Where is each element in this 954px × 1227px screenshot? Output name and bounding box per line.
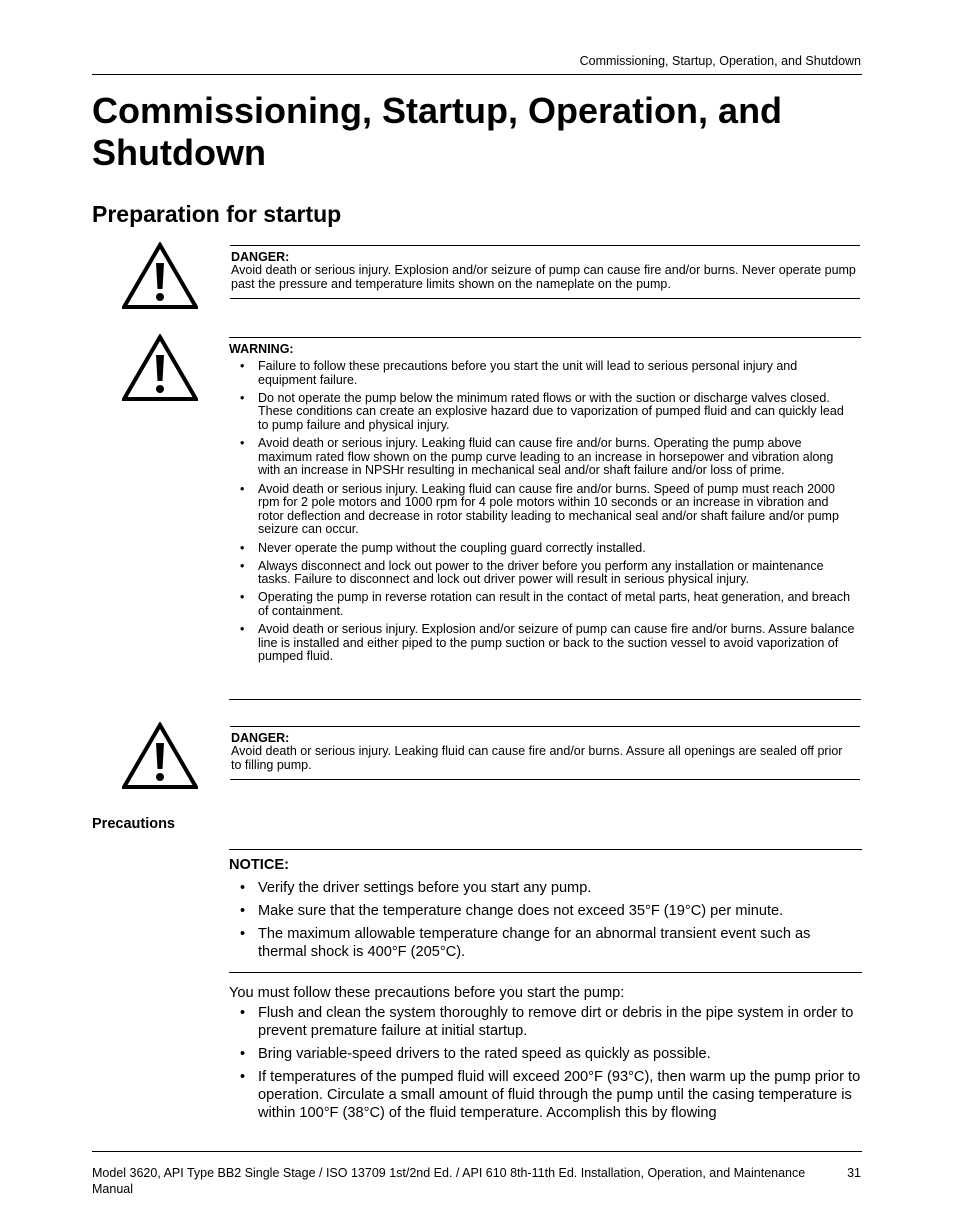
notice-top-rule bbox=[229, 849, 862, 850]
warning-list bbox=[229, 360, 855, 664]
warning-triangle-icon bbox=[122, 722, 198, 790]
list-item: • Avoid death or serious injury. Leaking fluid can cause fire and/or burns. Speed of pump must reach 2000 rpm for 2 pole motors and 1000 rpm for 4 pole motors within 10 seconds or an increase in vibration and rotor deflection and decrease in rotor stability leading to mechanical seal and/or shaft failure and/or pump seizure can occur. bbox=[229, 483, 855, 537]
footer-rule bbox=[92, 1151, 862, 1152]
list-item: • Bring variable-speed drivers to the rated speed as quickly as possible. bbox=[229, 1045, 863, 1063]
list-item: • Flush and clean the system thoroughly to remove dirt or debris in the pipe system in order to prevent premature failure at initial startup. bbox=[229, 1004, 863, 1040]
list-item: • Do not operate the pump below the minimum rated flows or with the suction or discharge valves closed. These conditions can create an explosive hazard due to vaporization of pumped fluid and can quickly lead to pump failure and physical injury. bbox=[229, 392, 855, 433]
list-item: • Always disconnect and lock out power to the driver before you perform any installation or maintenance tasks. Failure to disconnect and lock out driver power will result in serious physical injury. bbox=[229, 560, 855, 587]
danger-bottom-rule bbox=[230, 298, 860, 299]
list-item: • Avoid death or serious injury. Leaking fluid can cause fire and/or burns. Operating the pump above maximum rated flow shown on the pump curve leading to an increase in horsepower and vibration along with an increase in NPSHr resulting in mechanical seal and/or shaft failure and/or loss of prime. bbox=[229, 437, 855, 478]
warning-triangle-icon bbox=[122, 334, 198, 402]
warning-label: WARNING: bbox=[229, 342, 294, 356]
page-title: Commissioning, Startup, Operation, and Shutdown bbox=[92, 90, 783, 173]
list-item: • Failure to follow these precautions before you start the unit will lead to serious personal injury and equipment failure. bbox=[229, 360, 855, 387]
footer-text: Model 3620, API Type BB2 Single Stage / ISO 13709 1st/2nd Ed. / API 610 8th-11th Ed. Installation, Operation, and Maintenance Manual bbox=[92, 1166, 806, 1196]
notice-admonition bbox=[229, 857, 862, 966]
precautions-heading: Precautions bbox=[92, 816, 175, 832]
precautions-body bbox=[229, 984, 863, 1127]
warning-triangle-icon bbox=[122, 242, 198, 310]
danger-top-rule bbox=[230, 245, 860, 246]
precautions-intro: You must follow these precautions before you start the pump: bbox=[229, 985, 625, 1001]
notice-bottom-rule bbox=[229, 972, 862, 973]
notice-label: NOTICE: bbox=[229, 857, 289, 873]
section-heading: Preparation for startup bbox=[92, 201, 342, 227]
precautions-list bbox=[229, 1004, 863, 1122]
danger-admonition bbox=[231, 731, 856, 772]
warning-top-rule bbox=[229, 337, 861, 338]
notice-list bbox=[229, 879, 862, 961]
page-number: 31 bbox=[847, 1166, 861, 1180]
warning-bottom-rule bbox=[229, 699, 861, 700]
danger-top-rule bbox=[230, 726, 860, 727]
list-item: • If temperatures of the pumped fluid will exceed 200°F (93°C), then warm up the pump prior to operation. Circulate a small amount of fluid through the pump until the casing temperature is within 100°F (38°C) of the fluid temperature. Accomplish this by flowing bbox=[229, 1068, 863, 1122]
danger-text: Avoid death or serious injury. Leaking fluid can cause fire and/or burns. Assure all openings are sealed off prior to filling pump. bbox=[231, 744, 843, 772]
warning-admonition bbox=[229, 342, 855, 669]
danger-label: DANGER: bbox=[231, 250, 290, 264]
list-item: • Operating the pump in reverse rotation can result in the contact of metal parts, heat generation, and breach of containment. bbox=[229, 591, 855, 618]
list-item: • Never operate the pump without the coupling guard correctly installed. bbox=[229, 542, 855, 556]
list-item: • Make sure that the temperature change does not exceed 35°F (19°C) per minute. bbox=[229, 902, 862, 920]
list-item: • The maximum allowable temperature change for an abnormal transient event such as thermal shock is 400°F (205°C). bbox=[229, 925, 862, 961]
running-header: Commissioning, Startup, Operation, and Shutdown bbox=[579, 54, 861, 68]
list-item: • Verify the driver settings before you start any pump. bbox=[229, 879, 862, 897]
danger-admonition bbox=[231, 250, 856, 291]
danger-bottom-rule bbox=[230, 779, 860, 780]
header-rule bbox=[92, 74, 862, 75]
danger-label: DANGER: bbox=[231, 731, 290, 745]
danger-text: Avoid death or serious injury. Explosion and/or seizure of pump can cause fire and/or burns. Never operate pump past the pressure and temperature limits shown on the nameplate on the pump. bbox=[231, 263, 856, 291]
list-item: • Avoid death or serious injury. Explosion and/or seizure of pump can cause fire and/or burns. Assure balance line is installed and either piped to the pump suction or back to the suction vessel to avoid vaporization of pumped fluid. bbox=[229, 623, 855, 664]
